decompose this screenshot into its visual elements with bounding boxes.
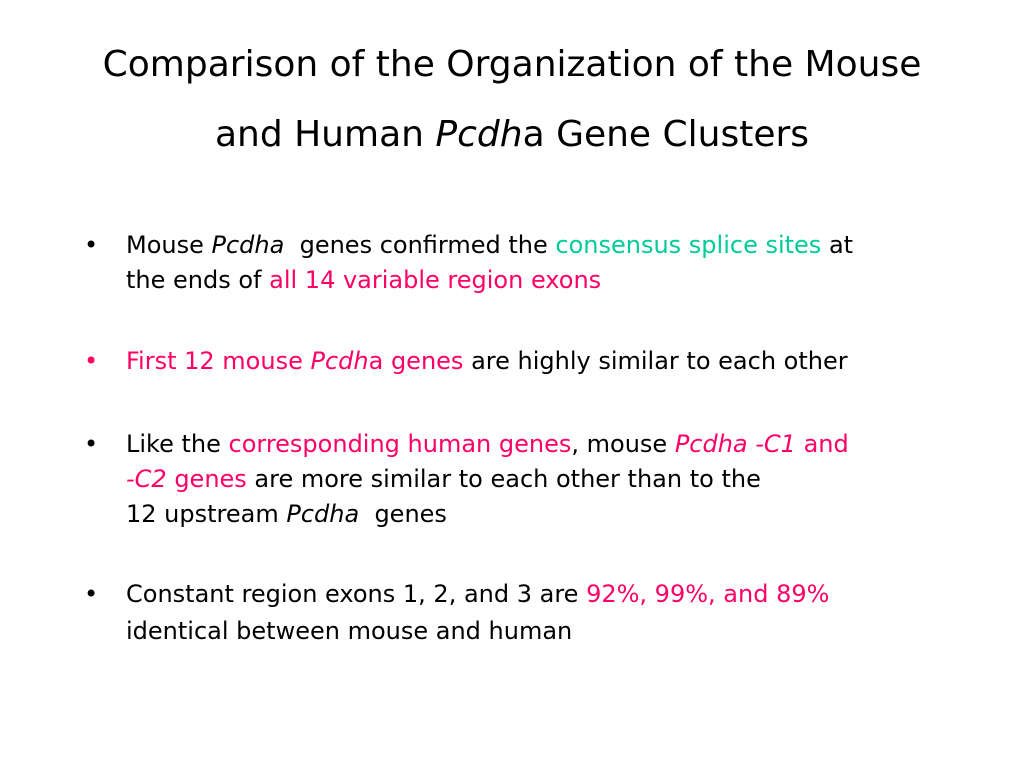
title-line-2-prefix: and Human — [214, 114, 436, 155]
text-run: are highly similar to each other — [463, 347, 848, 375]
title-line-1: Comparison of the Organization of the Mouse — [102, 44, 922, 85]
text-run: are more similar to each other than to the — [246, 465, 761, 493]
highlight-pink-italic: -C2 — [126, 465, 167, 493]
highlight-green: consensus splice sites — [555, 231, 822, 259]
bullet-dot: • — [84, 347, 99, 375]
bullet-text — [126, 427, 946, 532]
text-run-italic: Pcdha — [286, 500, 360, 528]
highlight-pink: First 12 mouse — [126, 347, 311, 375]
title-gene-name: Pcdh — [435, 114, 523, 155]
text-run: Like the — [126, 430, 229, 458]
bullet-line — [126, 462, 946, 497]
bullet-line — [126, 577, 946, 612]
bullet-line — [126, 497, 946, 532]
text-run: 12 upstream — [126, 500, 287, 528]
bullet-line — [126, 263, 946, 298]
bullet-text — [126, 228, 946, 298]
bullet-dot: • — [84, 231, 99, 259]
bullet-text — [126, 577, 946, 649]
highlight-pink: and — [795, 430, 849, 458]
text-run: , mouse — [571, 430, 675, 458]
highlight-pink: genes — [166, 465, 247, 493]
highlight-pink: 92%, 99%, and 89% — [586, 580, 830, 608]
bullet-line: identical between mouse and human — [126, 617, 573, 645]
text-run: at — [821, 231, 854, 259]
highlight-pink-italic: Pcdha -C1 — [674, 430, 796, 458]
bullet-dot: • — [84, 430, 99, 458]
text-run-italic: Pcdha — [211, 231, 285, 259]
bullet-line — [126, 427, 946, 462]
text-run: Mouse — [126, 231, 212, 259]
bullet-line — [126, 228, 946, 263]
highlight-pink: corresponding human genes — [228, 430, 572, 458]
text-run: genes confirmed the — [284, 231, 556, 259]
highlight-pink: all 14 variable region exons — [269, 266, 602, 294]
text-run: the ends of — [126, 266, 270, 294]
bullet-text — [126, 344, 946, 379]
text-run: Constant region exons 1, 2, and 3 are — [126, 580, 587, 608]
bullet-dot: • — [84, 580, 99, 608]
bullet-line — [126, 344, 946, 379]
highlight-pink: a genes — [368, 347, 464, 375]
title-line-2 — [60, 100, 964, 170]
highlight-pink-italic: Pcdh — [310, 347, 369, 375]
slide-title — [60, 30, 964, 170]
text-run: genes — [359, 500, 447, 528]
title-line-2-suffix: a Gene Clusters — [522, 114, 810, 155]
